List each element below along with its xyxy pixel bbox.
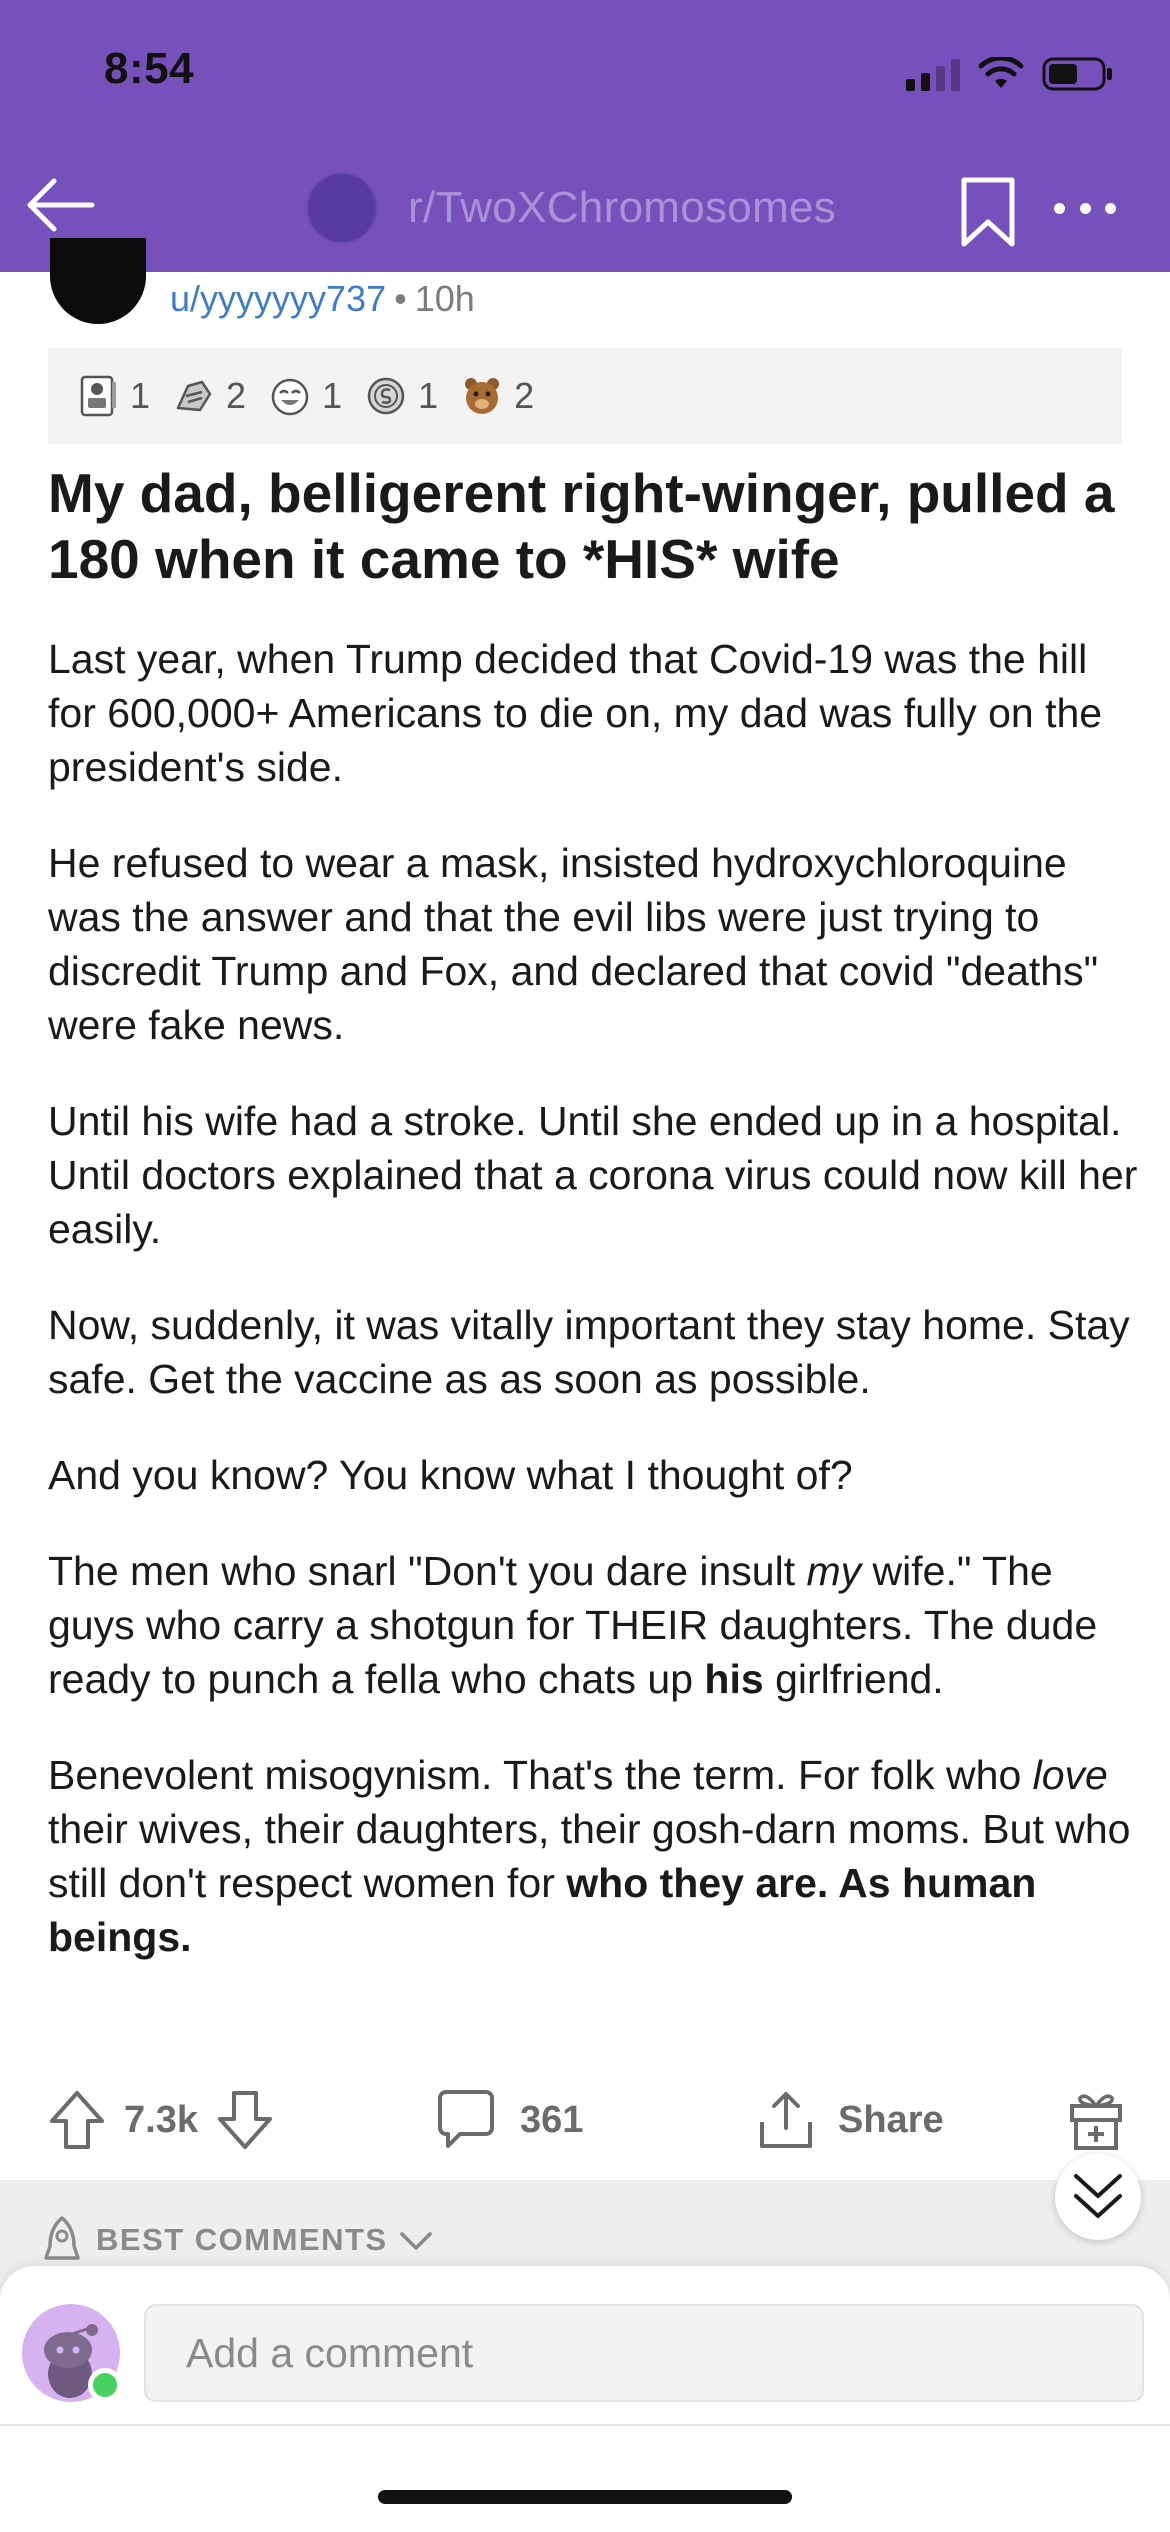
award-count: 2 (514, 375, 535, 416)
award-count: 2 (226, 375, 247, 416)
back-arrow-icon (24, 177, 96, 233)
body-paragraph: Now, suddenly, it was vitally important they stay home. Stay safe. Get the vaccine as as soon as possible. (48, 1302, 1130, 1402)
battery-icon (1042, 56, 1114, 92)
bear-award-icon (460, 374, 504, 418)
back-button[interactable] (22, 170, 98, 240)
rocket-icon (38, 2214, 86, 2266)
wifi-icon (978, 57, 1024, 91)
app-header (0, 0, 1170, 272)
subreddit-link[interactable] (306, 176, 836, 240)
body-text: their wives, their daughters, their gosh-darn moms. But who still don't respect women for (48, 1806, 1131, 1906)
composer-divider (0, 2424, 1170, 2426)
comment-bubble-icon (436, 2088, 496, 2152)
award-laughing (268, 374, 342, 418)
body-text: wife." The guys who carry a shotgun for THEIR daughters. The dude ready to punch a fella who chats up (48, 1548, 1098, 1702)
body-text: Benevolent misogynism. That's the term. For folk who (48, 1752, 1033, 1798)
body-strong: who they are. As human beings. (48, 1860, 1037, 1960)
award-wholesome (76, 374, 150, 418)
award-count: 1 (130, 375, 151, 416)
body-text: girlfriend. (763, 1656, 944, 1702)
share-button[interactable] (756, 2080, 944, 2160)
gift-icon (1066, 2088, 1126, 2152)
body-paragraph (48, 1544, 1138, 1706)
body-text: The men who snarl "Don't you dare insult (48, 1548, 807, 1594)
comments-button[interactable] (436, 2080, 583, 2160)
body-paragraph: And you know? You know what I thought of? (48, 1452, 853, 1498)
vote-score: 7.3k (124, 2098, 198, 2141)
body-emphasis: love (1032, 1752, 1108, 1798)
post-body (48, 632, 1138, 2006)
laughing-face-award-icon (268, 374, 312, 418)
award-silver (364, 374, 438, 418)
wholesome-award-icon (76, 374, 120, 418)
subreddit-name: r/TwoXChromosomes (408, 183, 837, 232)
more-options-icon[interactable] (1054, 186, 1116, 230)
comment-count: 361 (520, 2098, 584, 2141)
comment-sort-label: BEST COMMENTS (96, 2222, 388, 2257)
comment-sort-button[interactable] (38, 2208, 434, 2272)
double-chevron-down-icon (1070, 2170, 1126, 2224)
awards-bar[interactable] (48, 348, 1122, 444)
comment-input[interactable] (144, 2304, 1144, 2402)
award-bear (460, 374, 534, 418)
chevron-down-icon (398, 2228, 434, 2252)
home-indicator[interactable] (378, 2490, 792, 2504)
body-paragraph: He refused to wear a mask, insisted hydroxychloroquine was the answer and that the evil libs were just trying to discredit Trump and Fox, and declared that covid "deaths" were fake news. (48, 840, 1099, 1048)
share-icon (756, 2088, 816, 2152)
body-paragraph: Last year, when Trump decided that Covid-19 was the hill for 600,000+ Americans to die on, my dad was fully on the president's side. (48, 636, 1103, 790)
vote-group (48, 2080, 274, 2160)
share-label: Share (838, 2098, 944, 2141)
award-count: 1 (418, 375, 439, 416)
upvote-icon[interactable] (48, 2089, 106, 2151)
award-count: 1 (322, 375, 343, 416)
author-avatar[interactable] (50, 238, 146, 324)
post-title: My dad, belligerent right-winger, pulled a 180 when it came to *HIS* wife (48, 462, 1115, 590)
online-status-indicator (88, 2368, 122, 2402)
silver-award-icon (364, 374, 408, 418)
author-username[interactable]: u/yyyyyyy737 (170, 278, 387, 319)
body-strong: his (704, 1656, 764, 1702)
helpful-award-icon (172, 374, 216, 418)
cellular-signal-icon (906, 57, 960, 91)
body-paragraph (48, 1748, 1138, 1964)
downvote-icon[interactable] (216, 2089, 274, 2151)
post-age: 10h (414, 278, 475, 319)
award-button[interactable] (1066, 2080, 1126, 2160)
status-icons (906, 54, 1114, 94)
bookmark-icon[interactable] (958, 176, 1018, 248)
body-emphasis: my (806, 1548, 862, 1594)
award-helpful (172, 374, 246, 418)
meta-separator: • (394, 278, 407, 319)
author-line (170, 278, 475, 320)
next-comment-button[interactable] (1055, 2154, 1141, 2240)
status-time: 8:54 (104, 44, 195, 93)
post-action-bar (0, 2080, 1170, 2160)
body-paragraph: Until his wife had a stroke. Until she ended up in a hospital. Until doctors explained that a corona virus could now kill her easily. (48, 1098, 1138, 1252)
subreddit-avatar (306, 172, 378, 244)
